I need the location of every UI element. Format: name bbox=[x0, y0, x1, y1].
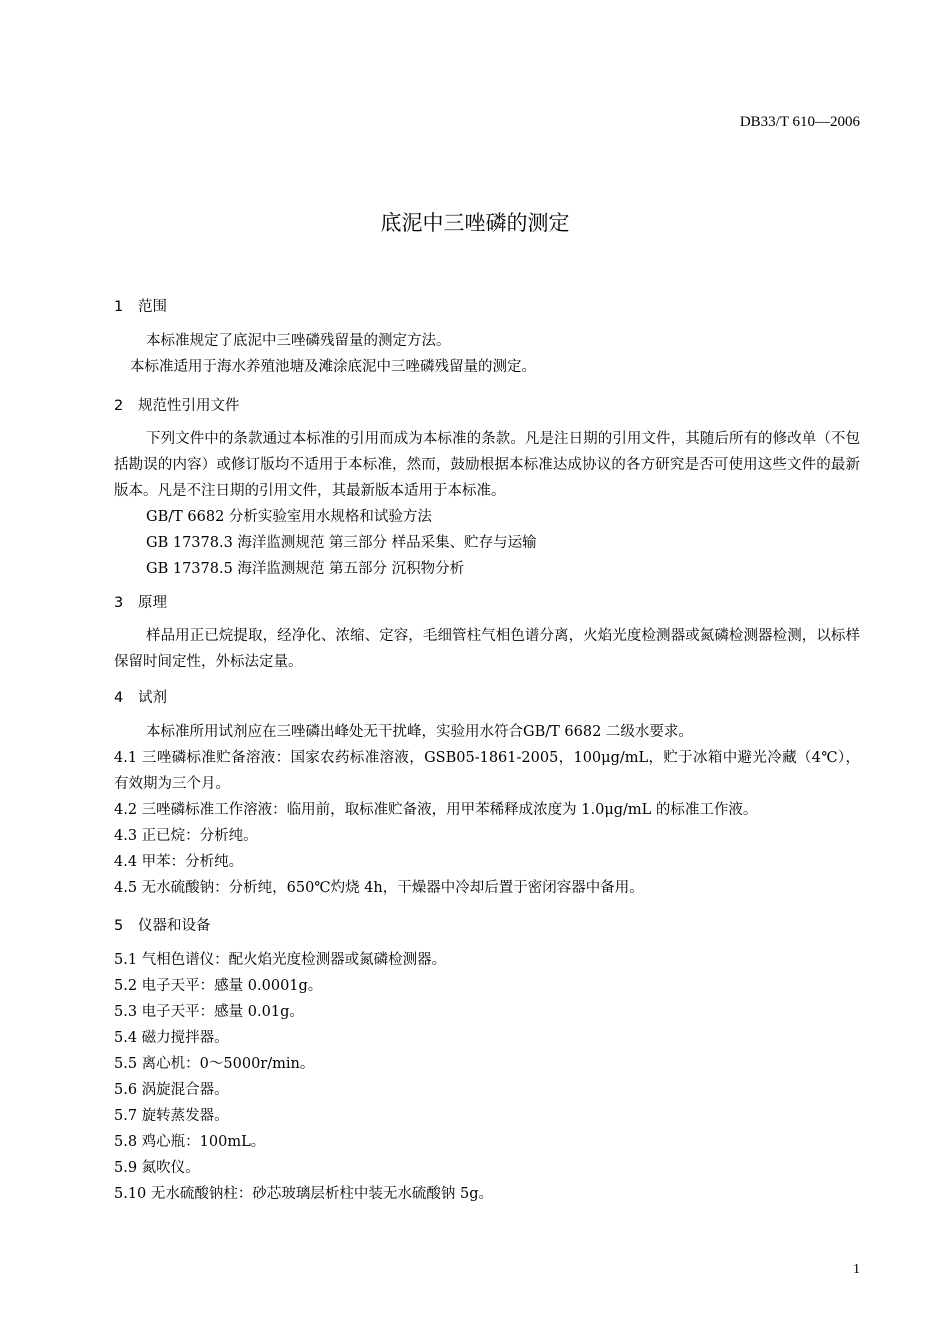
list-item: 5.2 电子天平：感量 0.0001g。 bbox=[114, 978, 323, 994]
section-title: 原理 bbox=[138, 595, 167, 611]
section-number: 5 bbox=[114, 918, 124, 934]
list-item: 5.8 鸡心瓶：100mL。 bbox=[114, 1134, 266, 1150]
section-number: 3 bbox=[114, 595, 124, 611]
section-number: 2 bbox=[114, 398, 124, 414]
section-heading-apparatus bbox=[114, 915, 860, 937]
reference-item: GB 17378.5 海洋监测规范 第五部分 沉积物分析 bbox=[146, 561, 465, 577]
document-title: 底泥中三唑磷的测定 bbox=[380, 211, 570, 235]
reference-item: GB 17378.3 海洋监测规范 第三部分 样品采集、贮存与运输 bbox=[146, 535, 537, 551]
section-heading-scope bbox=[114, 296, 860, 318]
standard-code: DB33/T 610—2006 bbox=[739, 114, 860, 130]
section-number: 1 bbox=[114, 299, 124, 315]
paragraph: 样品用正已烷提取，经净化、浓缩、定容，毛细管柱气相色谱分离，火焰光度检测器或氮磷检测器检测，以标样保留时间定性，外标法定量。 bbox=[114, 628, 860, 670]
section-title: 试剂 bbox=[138, 690, 167, 706]
list-item: 5.6 涡旋混合器。 bbox=[114, 1082, 229, 1098]
paragraph: 本标准所用试剂应在三唑磷出峰处无干扰峰，实验用水符合GB/T 6682 二级水要求。 bbox=[146, 724, 693, 740]
section-title: 规范性引用文件 bbox=[138, 398, 240, 414]
list-item: 4.5 无水硫酸钠：分析纯，650℃灼烧 4h，干燥器中冷却后置于密闭容器中备用。 bbox=[114, 880, 644, 896]
section-heading-reagents bbox=[114, 687, 860, 709]
section-title: 仪器和设备 bbox=[138, 918, 211, 934]
document-body bbox=[114, 296, 860, 1207]
list-item: 5.5 离心机：0～5000r/min。 bbox=[114, 1056, 315, 1072]
section-heading-principle bbox=[114, 592, 860, 614]
section-title: 范围 bbox=[138, 299, 167, 315]
list-item: 4.4 甲苯：分析纯。 bbox=[114, 854, 244, 870]
list-item: 5.7 旋转蒸发器。 bbox=[114, 1108, 229, 1124]
page-number: 1 bbox=[853, 1262, 860, 1277]
list-item: 5.9 氮吹仪。 bbox=[114, 1160, 200, 1176]
section-heading-normative-references bbox=[114, 395, 860, 417]
paragraph: 下列文件中的条款通过本标准的引用而成为本标准的条款。凡是注日期的引用文件，其随后所有的修改单（不包括勘误的内容）或修订版均不适用于本标准，然而，鼓励根据本标准达成协议的各方研究是否可使用这些文件的最新版本。凡是不注日期的引用文件，其最新版本适用于本标准。 bbox=[114, 431, 860, 499]
list-item: 5.10 无水硫酸钠柱：砂芯玻璃层析柱中装无水硫酸钠 5g。 bbox=[114, 1186, 494, 1202]
list-item: 4.2 三唑磷标准工作溶液：临用前，取标准贮备液，用甲苯稀释成浓度为 1.0μg/mL 的标准工作液。 bbox=[114, 802, 758, 818]
paragraph: 本标准规定了底泥中三唑磷残留量的测定方法。 bbox=[146, 333, 451, 349]
list-item: 5.3 电子天平：感量 0.01g。 bbox=[114, 1004, 304, 1020]
section-number: 4 bbox=[114, 690, 124, 706]
list-item: 4.1 三唑磷标准贮备溶液：国家农药标准溶液，GSB05-1861-2005，100μg/mL，贮于冰箱中避光冷藏（4℃），有效期为三个月。 bbox=[114, 750, 860, 792]
paragraph: 本标准适用于海水养殖池塘及滩涂底泥中三唑磷残留量的测定。 bbox=[130, 359, 536, 375]
list-item: 5.4 磁力搅拌器。 bbox=[114, 1030, 229, 1046]
list-item: 5.1 气相色谱仪：配火焰光度检测器或氮磷检测器。 bbox=[114, 952, 447, 968]
list-item: 4.3 正已烷：分析纯。 bbox=[114, 828, 258, 844]
reference-item: GB/T 6682 分析实验室用水规格和试验方法 bbox=[146, 509, 432, 525]
